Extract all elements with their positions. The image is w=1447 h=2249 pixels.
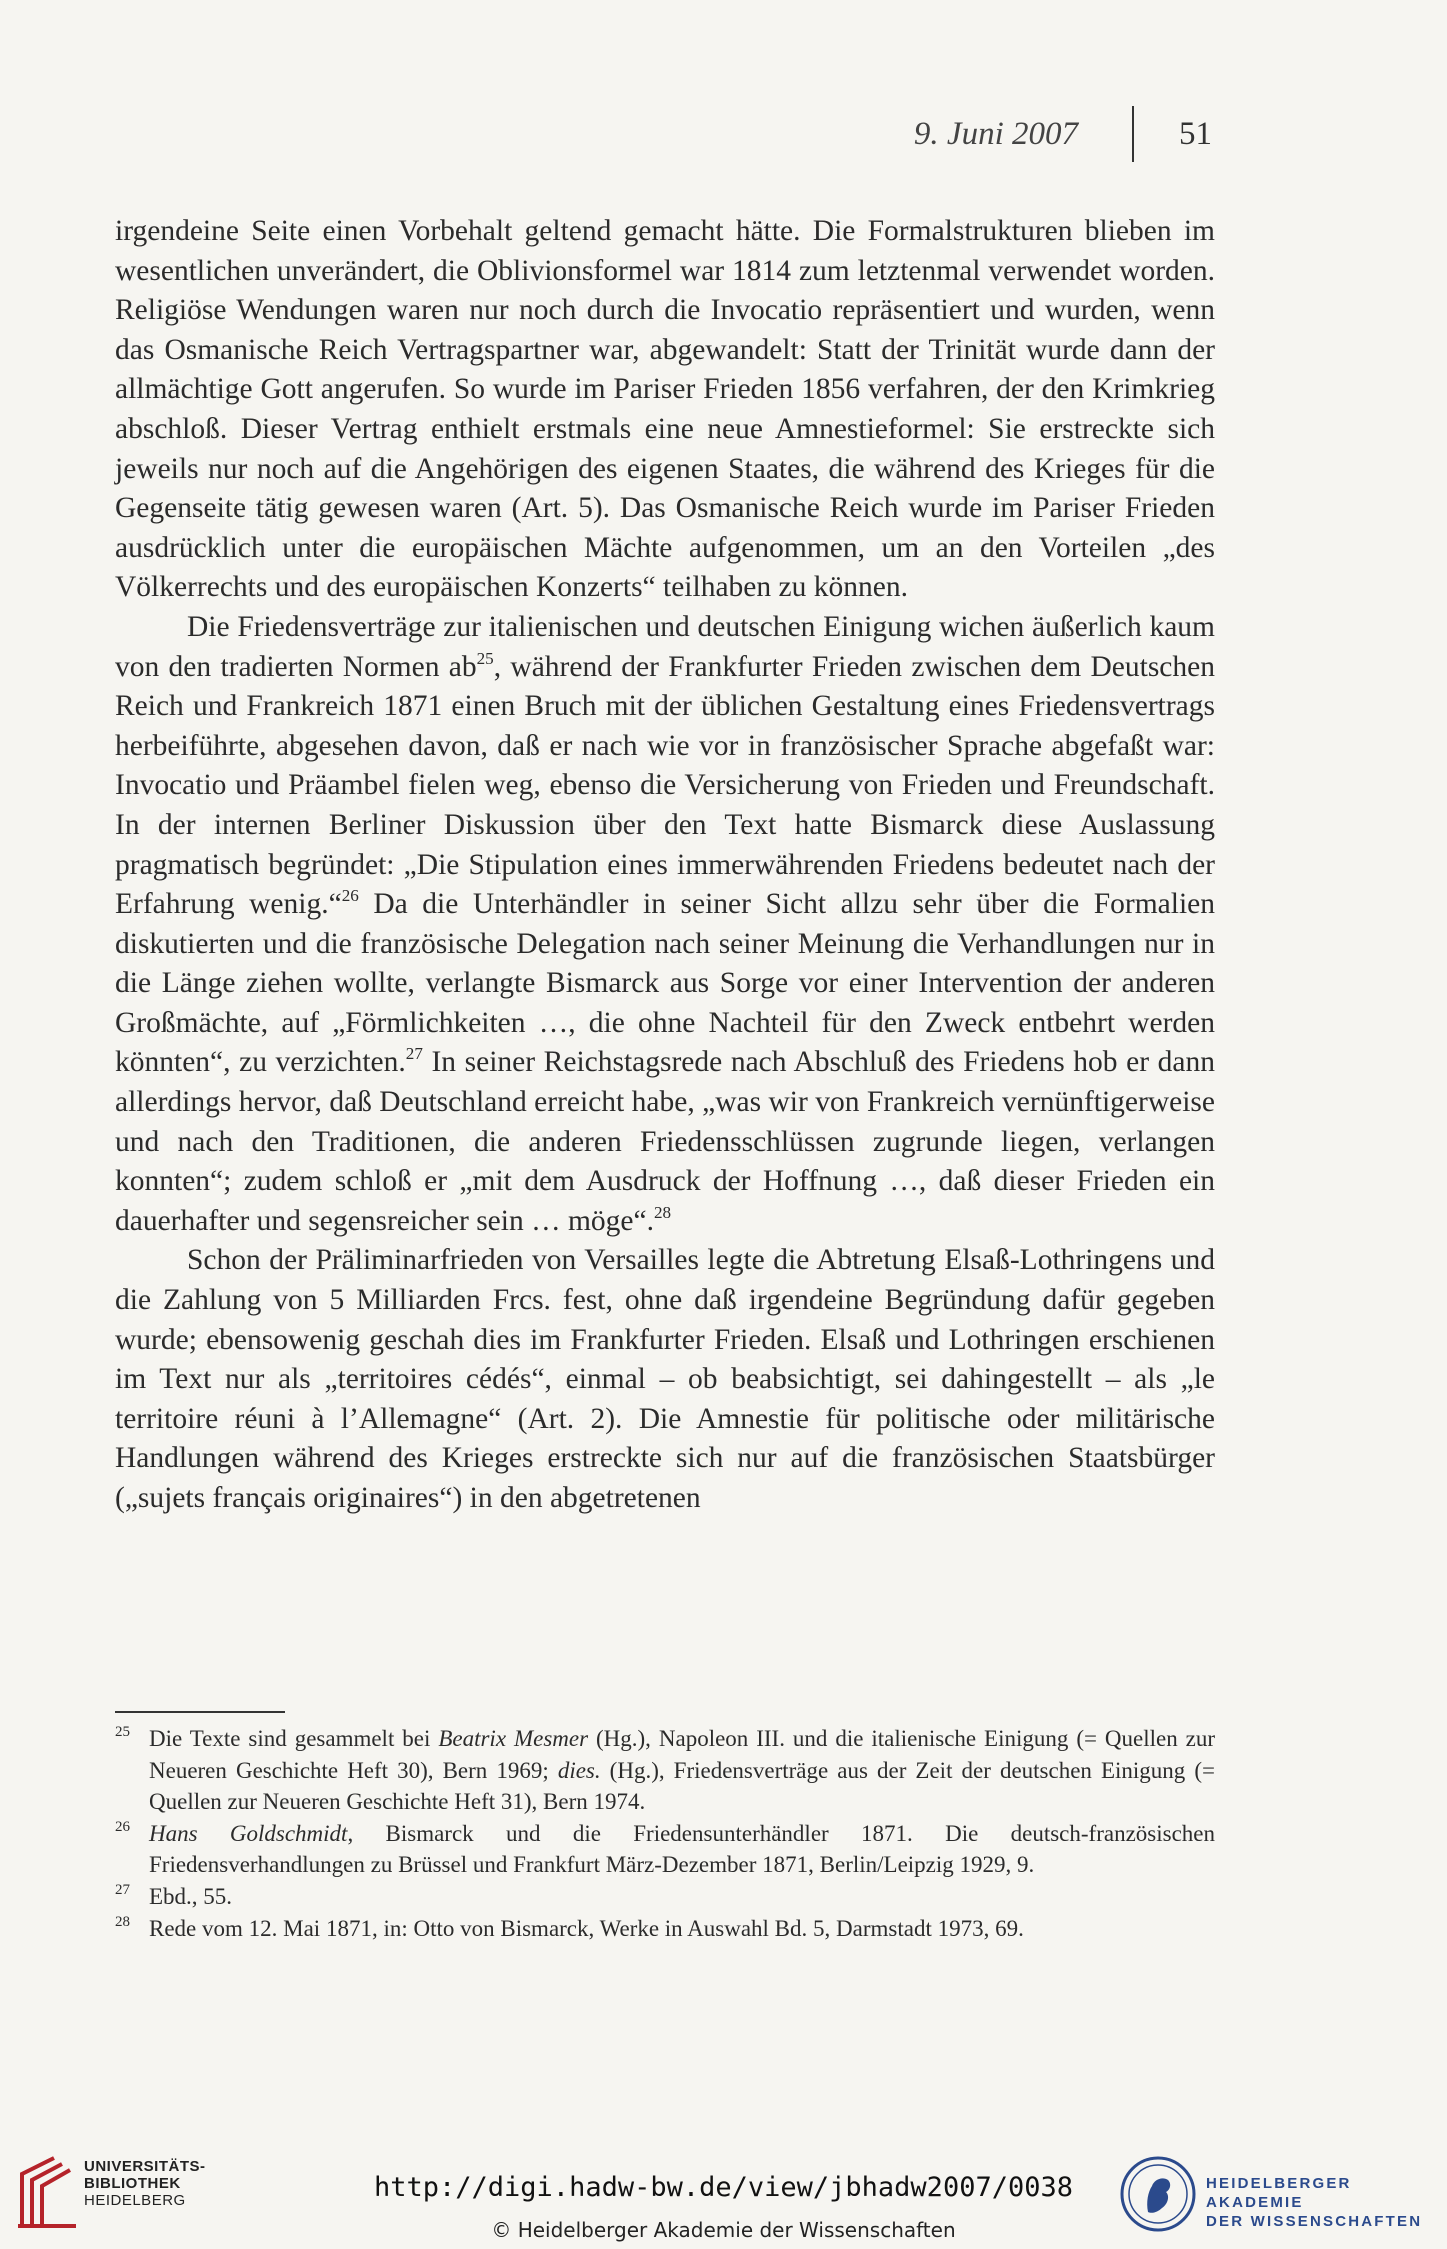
academy-seal-icon [1118, 2154, 1198, 2234]
italic-text: Hans Goldschmidt [149, 1820, 348, 1846]
footnote-separator [115, 1711, 285, 1713]
running-head-divider [1132, 106, 1134, 162]
university-library-name: UNIVERSITÄTS- BIBLIOTHEK HEIDELBERG [84, 2158, 206, 2209]
paragraph [115, 608, 1215, 1242]
footnote [115, 1881, 1215, 1913]
digitization-footer [0, 2140, 1447, 2249]
source-url-link[interactable]: http://digi.hadw-bw.de/view/jbhadw2007/0038 [374, 2172, 1073, 2203]
footnote-reference: 27 [405, 1044, 423, 1064]
paragraph [115, 212, 1215, 608]
italic-text: Beatrix Mesmer [438, 1726, 589, 1751]
footnote-reference: 26 [341, 886, 359, 906]
paragraph [115, 1241, 1215, 1518]
text-run: (Hg.), Napoleon III. und die italienische Einigung (= Quellen zur Neueren Geschichte Heft 30), Bern 1969; [149, 1726, 1215, 1783]
main-text [115, 212, 1215, 1519]
text-run: Schon der Präliminarfrieden von Versailles legte die Abtretung Elsaß-Lothringens und die Zahlung von 5 Milliarden Frcs. fest, ohne daß irgendeine Begründung dafür gegeben wurde; ebensowenig geschah dies im Frankfurter Frieden. Elsaß und Lothringen erschienen im Text nur als „territoires cédés“, einmal – ob beabsichtigt, sei dahingestellt – als „le territoire réuni à l’Allemagne“ (Art. 2). Die Amnestie für politische oder militärische Handlungen während des Krieges erstreckte sich nur auf die französischen Staatsbürger („sujets français originaires“) in den abgetretenen [115, 1244, 1215, 1514]
footnote [115, 1723, 1215, 1818]
text-run: Die Friedensverträge zur italienischen und deutschen Einigung wichen äußerlich kaum von den tradierten Normen ab [115, 610, 1215, 683]
footnote-number: 25 [115, 1724, 130, 1740]
footnote [115, 1818, 1215, 1881]
running-head [900, 112, 1218, 160]
text-run: Rede vom 12. Mai 1871, in: Otto von Bismarck, Werke in Auswahl Bd. 5, Darmstadt 1973, 69. [149, 1915, 1024, 1941]
text-run: , während der Frankfurter Frieden zwischen dem Deutschen Reich und Frankreich 1871 einen Bruch mit der üblichen Gestaltung eines Friedensvertrags herbeiführte, abgesehen davon, daß er nach wie vor in französischer Sprache abgefaßt war: Invocatio und Präambel fielen weg, ebenso die Versicherung von Frieden und Freundschaft. In der internen Berliner Diskussion über den Text hatte Bismarck diese Auslassung pragmatisch begründet: „Die Stipulation eines immerwährenden Friedens bedeutet nach der Erfahrung wenig.“ [115, 650, 1215, 921]
text-run: , Bismarck und die Friedensunterhändler 1871. Die deutsch-französischen Friedensverhandlungen zu Brüssel und Frankfurt März-Dezember 1871, Berlin/Leipzig 1929, 9. [149, 1820, 1215, 1878]
running-head-date: 9. Juni 2007 [913, 116, 1078, 152]
text-run: Da die Unterhändler in seiner Sicht allzu sehr über die Formalien diskutierten und die französische Delegation nach seiner Meinung die Verhandlungen nur in die Länge ziehen wollte, verlangte Bismarck aus Sorge vor einer Intervention der anderen Großmächte, auf „Förmlichkeiten …, die ohne Nachteil für den Zweck entbehrt werden könnten“, zu verzichten. [115, 888, 1215, 1079]
text-run: Ebd., 55. [149, 1883, 233, 1909]
page-number: 51 [1179, 116, 1212, 152]
footnote [115, 1913, 1215, 1945]
footnote-reference: 25 [476, 648, 494, 668]
footnote-number: 28 [115, 1913, 130, 1930]
footnote-number: 26 [115, 1818, 130, 1835]
text-run: irgendeine Seite einen Vorbehalt geltend gemacht hätte. Die Formalstrukturen blieben im wesentlichen unverändert, die Oblivionsformel war 1814 zum letztenmal verwendet worden. Religiöse Wendungen waren nur noch durch die Invocatio repräsentiert und wurden, wenn das Osmanische Reich Vertragspartner war, abgewandelt: Statt der Trinität wurde dann der allmächtige Gott angerufen. So wurde im Pariser Frieden 1856 verfahren, der den Krimkrieg abschloß. Dieser Vertrag enthielt erstmals eine neue Amnestieformel: Sie erstreckte sich jeweils nur noch auf die Angehörigen des eigenen Staates, die während des Krieges für die Gegenseite tätig gewesen waren (Art. 5). Das Osmanische Reich wurde im Pariser Frieden ausdrücklich unter die europäischen Mächte aufgenommen, um an den Vorteilen „des Völkerrechts und des europäischen Konzerts“ teilhaben zu können. [115, 215, 1215, 604]
academy-name: HEIDELBERGER AKADEMIE DER WISSENSCHAFTEN [1206, 2175, 1423, 2230]
text-run: Die Texte sind gesammelt bei [149, 1726, 439, 1751]
text-run: (Hg.), Friedensverträge aus der Zeit der deutschen Einigung (= Quellen zur Neueren Geschichte Heft 31), Bern 1974. [149, 1757, 1215, 1815]
italic-text: dies. [557, 1757, 601, 1783]
footnotes [115, 1723, 1215, 1944]
footnote-reference: 28 [653, 1202, 672, 1222]
copyright-notice: © Heidelberger Akademie der Wissenschaften [491, 2218, 956, 2242]
footnote-number: 27 [115, 1881, 130, 1898]
text-run: In seiner Reichstagsrede nach Abschluß des Friedens hob er dann allerdings hervor, daß Deutschland erreicht habe, „was wir von Frankreich vernünftigerweise und nach den Traditionen, die anderen Friedensschlüssen zugrunde liegen, verlangen konnten“; zudem schloß er „mit dem Ausdruck der Hoffnung …, daß dieser Frieden ein dauerhafter und segensreicher sein … möge“. [115, 1046, 1215, 1237]
